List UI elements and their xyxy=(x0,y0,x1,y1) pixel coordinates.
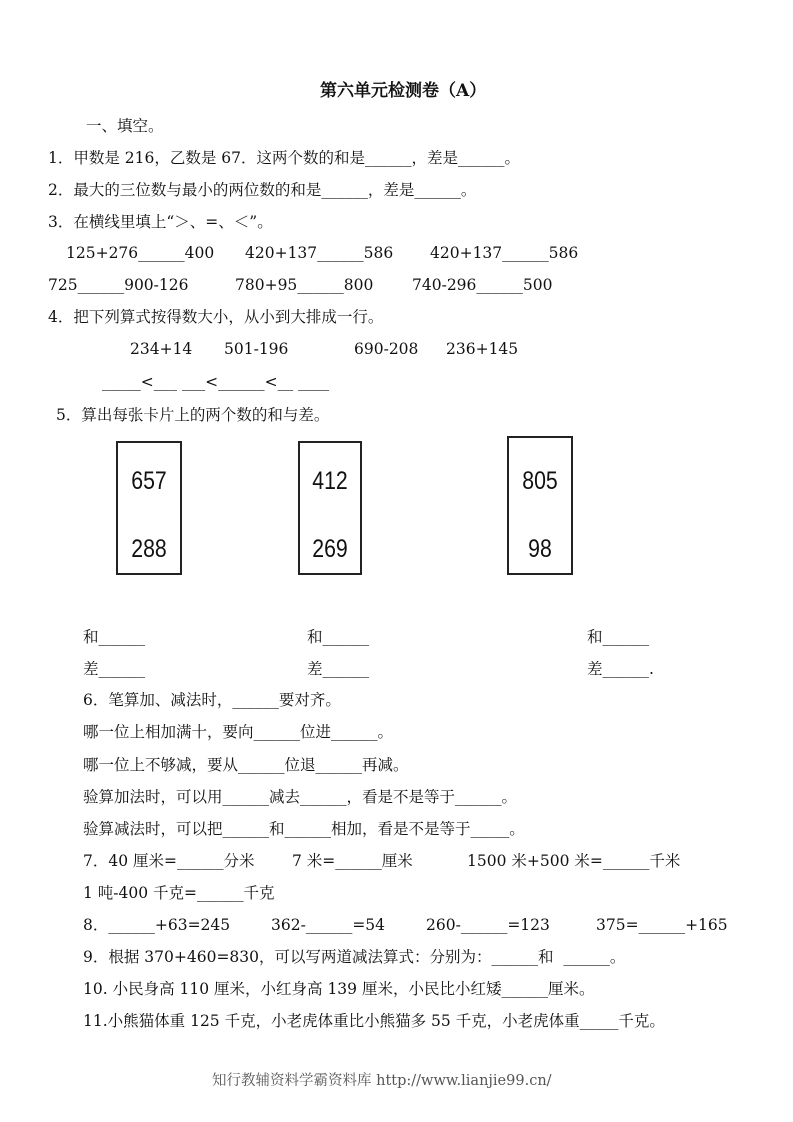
question-8-item: 375=______+165 xyxy=(596,916,728,934)
q3-item: 125+276______400 xyxy=(66,244,215,262)
question-3: 3．在横线里填上“＞、=、＜”。 xyxy=(48,213,273,231)
card-bottom-number: 269 xyxy=(312,535,348,563)
number-card xyxy=(298,441,362,575)
question-7-item: 7 米=______厘米 xyxy=(292,852,413,870)
sum-blank: 和______ xyxy=(307,628,370,646)
q3-item: 780+95______800 xyxy=(235,276,374,294)
q3-item: 725______900-126 xyxy=(48,276,189,294)
question-8: 8．______+63=245 xyxy=(83,916,231,934)
question-6-line: 哪一位上不够减，要从______位退______再减。 xyxy=(83,756,409,774)
card-top-number: 412 xyxy=(312,467,348,495)
card-bottom-number: 98 xyxy=(528,535,552,563)
question-6-line: 验算加法时，可以用______减去______，看是不是等于______。 xyxy=(83,788,518,806)
q4-expression: 690-208 xyxy=(354,340,419,358)
q4-answer-blanks: _____<___ ___<______<__ ____ xyxy=(102,373,330,391)
question-1: 1．甲数是 216，乙数是 67．这两个数的和是______，差是______。 xyxy=(48,149,521,167)
difference-blank: 差______ xyxy=(307,660,370,678)
number-card xyxy=(116,441,182,575)
q4-expression: 501-196 xyxy=(224,340,289,358)
footer-watermark: 知行教辅资料学霸资料库 http://www.lianjie99.cn/ xyxy=(212,1073,552,1089)
number-card xyxy=(507,436,573,575)
difference-blank: 差______. xyxy=(587,660,654,678)
card-top-number: 805 xyxy=(522,467,558,495)
sum-blank: 和______ xyxy=(83,628,146,646)
q3-item: 420+137______586 xyxy=(430,244,579,262)
card-bottom-number: 288 xyxy=(131,535,167,563)
question-10: 10. 小民身高 110 厘米，小红身高 139 厘米，小民比小红矮______厘米。 xyxy=(83,980,595,998)
sum-blank: 和______ xyxy=(587,628,650,646)
question-8-item: 362-______=54 xyxy=(271,916,386,934)
card-top-number: 657 xyxy=(131,467,167,495)
question-5: 5．算出每张卡片上的两个数的和与差。 xyxy=(56,406,330,424)
q4-expression: 236+145 xyxy=(446,340,519,358)
q3-item: 740-296______500 xyxy=(412,276,553,294)
question-9: 9．根据 370+460=830，可以写两道减法算式：分别为：______和 ______。 xyxy=(83,948,626,966)
section-heading: 一、填空。 xyxy=(86,117,164,135)
q3-item: 420+137______586 xyxy=(245,244,394,262)
question-6: 6．笔算加、减法时，______要对齐。 xyxy=(83,691,341,709)
question-7: 7．40 厘米=______分米 xyxy=(83,852,255,870)
difference-blank: 差______ xyxy=(83,660,146,678)
question-11: 11.小熊猫体重 125 千克，小老虎体重比小熊猫多 55 千克，小老虎体重_____千克。 xyxy=(83,1012,665,1030)
question-2: 2．最大的三位数与最小的两位数的和是______，差是______。 xyxy=(48,181,477,199)
question-4: 4．把下列算式按得数大小，从小到大排成一行。 xyxy=(48,308,384,326)
page-title: 第六单元检测卷（A） xyxy=(320,81,487,101)
question-6-line: 验算减法时，可以把______和______相加，看是不是等于_____。 xyxy=(83,820,525,838)
q4-expression: 234+14 xyxy=(130,340,193,358)
question-8-item: 260-______=123 xyxy=(426,916,550,934)
question-7-item: 1500 米+500 米=______千米 xyxy=(467,852,681,870)
question-6-line: 哪一位上相加满十，要向______位进______。 xyxy=(83,723,394,741)
question-7-line: 1 吨-400 千克=______千克 xyxy=(83,884,275,902)
